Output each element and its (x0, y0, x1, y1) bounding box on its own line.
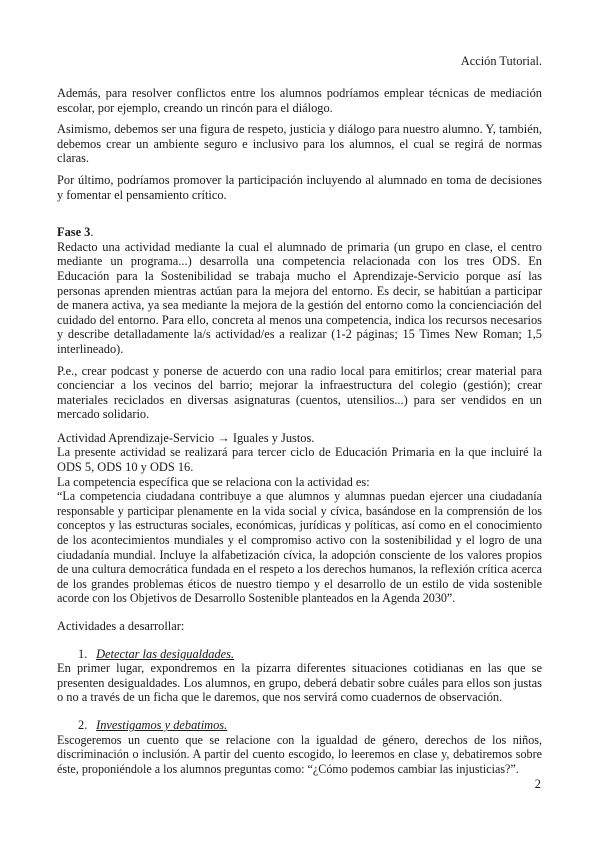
activity-intro: La presente actividad se realizará para tercer ciclo de Educación Primaria en la que incluiré la ODS 5, ODS 10 y ODS 16. (57, 445, 542, 475)
page-number: 2 (534, 777, 541, 791)
phase-statement: Redacto una actividad mediante la cual el alumnado de primaria (un grupo en clase, el centro mediante un programa...) desarrolla una competencia relacionada con los tres ODS. En Educación para la Sostenibilidad se trabaja mucho el Aprendizaje-Servicio porque así las personas aprenden mientras actúan para la mejora del entorno. Es decir, se habitúan a participar de manera activa, ya sea mediante la mejora de la gestión del entorno como la concienciación del cuidado del entorno. Para ello, concreta al menos una competencia, indica los recursos necesarios y describe detalladamente la/s actividad/es a realizar (1-2 páginas; 15 Times New Roman; 1,5 interlineado). (57, 239, 542, 356)
activity-item-number: 2. (78, 717, 88, 732)
phase-heading (57, 225, 542, 240)
competence-intro: La competencia específica que se relaciona con la actividad es: (57, 474, 370, 489)
running-header: Acción Tutorial. (460, 54, 542, 68)
activity-title: Actividad Aprendizaje-Servicio → Iguales y Justos. (57, 430, 315, 445)
paragraph-participation: Por último, podríamos promover la participación incluyendo al alumnado en toma de decisiones y fomentar el pensamiento crítico. (57, 172, 542, 202)
activity-item-2-text: Escogeremos un cuento que se relacione con la igualdad de género, derechos de los niños, discriminación o inclusión. A partir del cuento escogido, lo leeremos en clase y, debatiremos sobre éste, proponiéndole a los alumnos preguntas como: “¿Cómo podemos cambiar las injusticias?”. (57, 732, 542, 776)
activity-item-title: Detectar las desigualdades. (96, 646, 235, 661)
page-body (57, 86, 542, 776)
paragraph-respect: Asimismo, debemos ser una figura de respeto, justicia y diálogo para nuestro alumno. Y, también, debemos crear un ambiente seguro e inclusivo para los alumnos, el cual se regirá de normas claras. (57, 122, 542, 166)
activity-item-title: Investigamos y debatimos. (96, 717, 228, 732)
activity-item-1-heading (57, 647, 542, 662)
phase-label-suffix: . (90, 225, 94, 240)
phase-examples: P.e., crear podcast y ponerse de acuerdo con una radio local para emitirlos; crear material para concienciar a los vecinos del barrio; mejorar la infraestructura del colegio (gestión); crear materiales reciclados en diversas asignaturas (cuentos, utensilios...) para ser vendidos en un mercado solidario. (57, 363, 542, 422)
activities-heading: Actividades a desarrollar: (57, 619, 185, 633)
paragraph-mediation: Además, para resolver conflictos entre los alumnos podríamos emplear técnicas de mediación escolar, por ejemplo, creando un rincón para el diálogo. (57, 86, 542, 115)
phase-label: Fase 3 (57, 225, 91, 240)
competence-quote: “La competencia ciudadana contribuye a que alumnos y alumnas puedan ejercer una ciudadanía responsable y participar plenamente en la vida social y cívica, basándose en la comprensión de los conceptos y las estructuras sociales, económicas, jurídicas y políticas, así como en el conocimiento de los acontecimientos mundiales y el compromiso activo con la sostenibilidad y el logro de una ciudadanía mundial. Incluye la alfabetización cívica, la adopción consciente de los valores propios de una cultura democrática fundada en el respeto a los derechos humanos, la reflexión crítica acerca de los grandes problemas éticos de nuestro tiempo y el desarrollo de un estilo de vida sostenible acorde con los Objetivos de Desarrollo Sostenible planteados en la Agenda 2030”. (57, 489, 542, 606)
activity-item-2-heading (57, 718, 542, 733)
activity-item-1-text: En primer lugar, expondremos en la pizarra diferentes situaciones cotidianas en las que se presenten desigualdades. Los alumnos, en grupo, deberá debatir sobre cuáles para ellos son justas o no a través de un ficha que le daremos, que nos servirá como cuadernos de observación. (57, 661, 542, 705)
activity-item-number: 1. (78, 646, 88, 661)
